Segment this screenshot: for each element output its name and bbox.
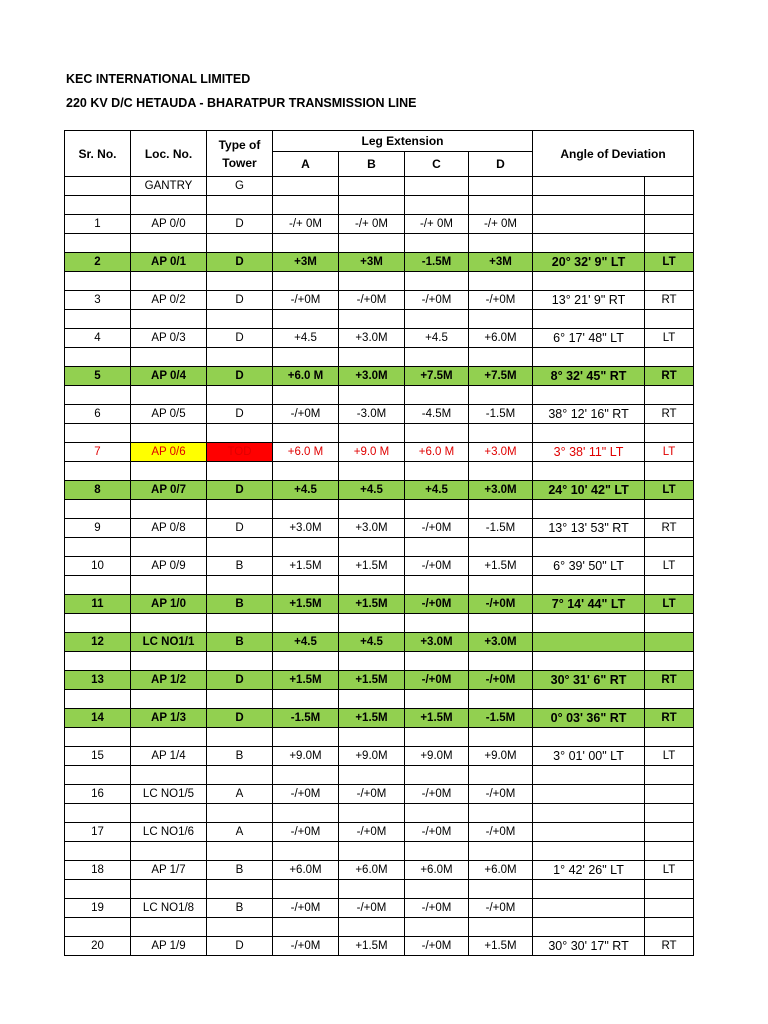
- table-row: [65, 936, 694, 955]
- table-row: [65, 214, 694, 233]
- cell-type: B: [207, 860, 273, 879]
- cell-dir: LT: [645, 746, 694, 765]
- cell-a: +1.5M: [273, 670, 339, 689]
- cell-type: B: [207, 594, 273, 613]
- spacer-row: [65, 917, 694, 936]
- cell-d: +6.0M: [469, 328, 533, 347]
- project-title: 220 KV D/C HETAUDA - BHARATPUR TRANSMISSION LINE: [66, 96, 417, 110]
- cell-c: -/+0M: [405, 290, 469, 309]
- company-title: KEC INTERNATIONAL LIMITED: [66, 72, 251, 86]
- cell-c: -4.5M: [405, 404, 469, 423]
- cell-type: D: [207, 708, 273, 727]
- table-row: [65, 404, 694, 423]
- cell-loc: AP 1/7: [131, 860, 207, 879]
- cell-c: -/+0M: [405, 556, 469, 575]
- cell-dir: RT: [645, 404, 694, 423]
- cell-a: -/+0M: [273, 898, 339, 917]
- spacer-row: [65, 879, 694, 898]
- cell-type: D: [207, 670, 273, 689]
- cell-dir: [645, 632, 694, 651]
- cell-d: +9.0M: [469, 746, 533, 765]
- cell-type: D: [207, 480, 273, 499]
- cell-type: D: [207, 404, 273, 423]
- cell-a: -1.5M: [273, 708, 339, 727]
- col-leg-b: B: [339, 152, 405, 177]
- cell-dir: LT: [645, 252, 694, 271]
- table-row: [65, 594, 694, 613]
- col-type-of-tower: Type of Tower: [207, 131, 273, 177]
- cell-sr: 15: [65, 746, 131, 765]
- cell-b: -3.0M: [339, 404, 405, 423]
- cell-sr: 5: [65, 366, 131, 385]
- cell-b: +1.5M: [339, 594, 405, 613]
- cell-a: -/+0M: [273, 822, 339, 841]
- cell-b: +3M: [339, 252, 405, 271]
- cell-a: -/+0M: [273, 290, 339, 309]
- cell-b: +3.0M: [339, 328, 405, 347]
- cell-sr: 2: [65, 252, 131, 271]
- cell-type: A: [207, 822, 273, 841]
- cell-sr: 1: [65, 214, 131, 233]
- gantry-row: [65, 177, 694, 196]
- cell-c: -1.5M: [405, 252, 469, 271]
- cell-angle: 6° 17' 48" LT: [533, 328, 645, 347]
- cell-sr: 19: [65, 898, 131, 917]
- cell-d: +1.5M: [469, 556, 533, 575]
- table-row: [65, 366, 694, 385]
- cell-a: +3M: [273, 252, 339, 271]
- cell-loc: AP 0/4: [131, 366, 207, 385]
- cell-sr: 14: [65, 708, 131, 727]
- cell-loc: AP 0/9: [131, 556, 207, 575]
- cell-d: -/+0M: [469, 670, 533, 689]
- cell-a: -/+0M: [273, 784, 339, 803]
- cell-c: -/+0M: [405, 898, 469, 917]
- cell-d: -/+0M: [469, 784, 533, 803]
- cell-sr: 7: [65, 442, 131, 461]
- cell-type: G: [207, 177, 273, 196]
- spacer-row: [65, 385, 694, 404]
- cell-c: +6.0 M: [405, 442, 469, 461]
- table-row: [65, 442, 694, 461]
- cell-sr: 12: [65, 632, 131, 651]
- cell-loc: AP 0/2: [131, 290, 207, 309]
- spacer-row: [65, 613, 694, 632]
- cell-c: -/+0M: [405, 518, 469, 537]
- cell-d: -1.5M: [469, 518, 533, 537]
- cell-angle: [533, 214, 645, 233]
- cell-dir: LT: [645, 594, 694, 613]
- leg-extension-table: [64, 130, 694, 956]
- cell-a: -/+ 0M: [273, 214, 339, 233]
- cell-sr: 3: [65, 290, 131, 309]
- cell-angle: 8° 32' 45" RT: [533, 366, 645, 385]
- cell-loc: AP 0/6: [131, 442, 207, 461]
- cell-dir: LT: [645, 480, 694, 499]
- cell-loc: AP 0/8: [131, 518, 207, 537]
- spacer-row: [65, 537, 694, 556]
- cell-dir: RT: [645, 670, 694, 689]
- cell-angle: 38° 12' 16" RT: [533, 404, 645, 423]
- cell-a: +6.0 M: [273, 366, 339, 385]
- cell-b: +9.0M: [339, 746, 405, 765]
- cell-loc: AP 1/3: [131, 708, 207, 727]
- cell-c: +1.5M: [405, 708, 469, 727]
- cell-sr: 17: [65, 822, 131, 841]
- col-loc-no: Loc. No.: [131, 131, 207, 177]
- cell-c: -/+ 0M: [405, 214, 469, 233]
- cell-angle: 13° 13' 53" RT: [533, 518, 645, 537]
- table-body: [65, 177, 694, 956]
- table-row: [65, 328, 694, 347]
- cell-sr: 6: [65, 404, 131, 423]
- spacer-row: [65, 347, 694, 366]
- cell-c: +3.0M: [405, 632, 469, 651]
- cell-angle: 3° 01' 00" LT: [533, 746, 645, 765]
- cell-b: -/+ 0M: [339, 214, 405, 233]
- col-leg-a: A: [273, 152, 339, 177]
- cell-a: +1.5M: [273, 556, 339, 575]
- cell-dir: RT: [645, 366, 694, 385]
- table-row: [65, 480, 694, 499]
- cell-c: +4.5: [405, 328, 469, 347]
- cell-c: +9.0M: [405, 746, 469, 765]
- table-row: [65, 252, 694, 271]
- table-row: [65, 556, 694, 575]
- cell-sr: 11: [65, 594, 131, 613]
- cell-a: -/+0M: [273, 936, 339, 955]
- table-row: [65, 670, 694, 689]
- cell-sr: 13: [65, 670, 131, 689]
- cell-angle: [533, 822, 645, 841]
- cell-b: -/+0M: [339, 290, 405, 309]
- cell-c: -/+0M: [405, 784, 469, 803]
- table-row: [65, 898, 694, 917]
- col-leg-extension: Leg Extension: [273, 131, 533, 152]
- cell-loc: LC NO1/6: [131, 822, 207, 841]
- table-row: [65, 822, 694, 841]
- col-leg-d: D: [469, 152, 533, 177]
- cell-loc: LC NO1/5: [131, 784, 207, 803]
- cell-loc: AP 1/9: [131, 936, 207, 955]
- cell-loc: AP 0/1: [131, 252, 207, 271]
- cell-c: -/+0M: [405, 822, 469, 841]
- cell-a: -/+0M: [273, 404, 339, 423]
- cell-d: -/+0M: [469, 290, 533, 309]
- cell-type: A: [207, 784, 273, 803]
- spacer-row: [65, 499, 694, 518]
- cell-d: +3M: [469, 252, 533, 271]
- cell-type: D: [207, 366, 273, 385]
- cell-sr: 8: [65, 480, 131, 499]
- cell-angle: 6° 39' 50" LT: [533, 556, 645, 575]
- cell-d: +7.5M: [469, 366, 533, 385]
- cell-d: +3.0M: [469, 442, 533, 461]
- cell-loc: LC NO1/1: [131, 632, 207, 651]
- cell-d: +6.0M: [469, 860, 533, 879]
- cell-loc: AP 1/0: [131, 594, 207, 613]
- cell-d: -/+0M: [469, 822, 533, 841]
- cell-angle: 13° 21' 9" RT: [533, 290, 645, 309]
- cell-sr: 4: [65, 328, 131, 347]
- cell-dir: LT: [645, 328, 694, 347]
- spacer-row: [65, 651, 694, 670]
- table-row: [65, 518, 694, 537]
- table-row: [65, 708, 694, 727]
- cell-type: B: [207, 632, 273, 651]
- spacer-row: [65, 271, 694, 290]
- table-row: [65, 290, 694, 309]
- cell-loc: AP 1/2: [131, 670, 207, 689]
- cell-b: +1.5M: [339, 556, 405, 575]
- spacer-row: [65, 765, 694, 784]
- cell-sr: [65, 177, 131, 196]
- cell-dir: LT: [645, 860, 694, 879]
- cell-loc: AP 0/3: [131, 328, 207, 347]
- cell-c: -/+0M: [405, 936, 469, 955]
- cell-loc: GANTRY: [131, 177, 207, 196]
- cell-angle: 7° 14' 44" LT: [533, 594, 645, 613]
- cell-a: +9.0M: [273, 746, 339, 765]
- cell-b: +3.0M: [339, 518, 405, 537]
- cell-angle: 30° 31' 6" RT: [533, 670, 645, 689]
- cell-type: B: [207, 898, 273, 917]
- cell-type: D: [207, 290, 273, 309]
- table-row: [65, 784, 694, 803]
- cell-type: D: [207, 214, 273, 233]
- spacer-row: [65, 689, 694, 708]
- spacer-row: [65, 423, 694, 442]
- cell-angle: [533, 898, 645, 917]
- table-row: [65, 632, 694, 651]
- col-sr-no: Sr. No.: [65, 131, 131, 177]
- cell-type: D: [207, 936, 273, 955]
- cell-angle: 1° 42' 26" LT: [533, 860, 645, 879]
- cell-dir: [645, 214, 694, 233]
- cell-angle: 3° 38' 11" LT: [533, 442, 645, 461]
- cell-type: D: [207, 518, 273, 537]
- spacer-row: [65, 841, 694, 860]
- cell-sr: 9: [65, 518, 131, 537]
- spacer-row: [65, 461, 694, 480]
- cell-angle: 24° 10' 42" LT: [533, 480, 645, 499]
- cell-loc: LC NO1/8: [131, 898, 207, 917]
- cell-b: -/+0M: [339, 784, 405, 803]
- cell-b: +4.5: [339, 632, 405, 651]
- cell-c: -/+0M: [405, 670, 469, 689]
- spacer-row: [65, 233, 694, 252]
- cell-b: +9.0 M: [339, 442, 405, 461]
- cell-angle: 20° 32' 9" LT: [533, 252, 645, 271]
- cell-d: -1.5M: [469, 404, 533, 423]
- cell-c: -/+0M: [405, 594, 469, 613]
- cell-c: +6.0M: [405, 860, 469, 879]
- cell-dir: RT: [645, 518, 694, 537]
- spacer-row: [65, 575, 694, 594]
- cell-a: +4.5: [273, 480, 339, 499]
- col-leg-c: C: [405, 152, 469, 177]
- cell-angle: 0° 03' 36" RT: [533, 708, 645, 727]
- spacer-row: [65, 803, 694, 822]
- spacer-row: [65, 195, 694, 214]
- cell-loc: AP 0/7: [131, 480, 207, 499]
- cell-sr: 20: [65, 936, 131, 955]
- cell-d: -/+ 0M: [469, 214, 533, 233]
- col-angle-of-deviation: Angle of Deviation: [533, 131, 694, 177]
- cell-a: +1.5M: [273, 594, 339, 613]
- cell-type: TOD: [207, 442, 273, 461]
- cell-sr: 10: [65, 556, 131, 575]
- cell-type: B: [207, 746, 273, 765]
- cell-b: +3.0M: [339, 366, 405, 385]
- cell-dir: RT: [645, 290, 694, 309]
- cell-a: +4.5: [273, 328, 339, 347]
- cell-b: +4.5: [339, 480, 405, 499]
- cell-sr: 16: [65, 784, 131, 803]
- cell-b: +1.5M: [339, 670, 405, 689]
- cell-sr: 18: [65, 860, 131, 879]
- cell-dir: RT: [645, 936, 694, 955]
- cell-b: +6.0M: [339, 860, 405, 879]
- cell-dir: LT: [645, 556, 694, 575]
- cell-d: +3.0M: [469, 480, 533, 499]
- cell-dir: [645, 784, 694, 803]
- cell-d: +1.5M: [469, 936, 533, 955]
- cell-b: +1.5M: [339, 708, 405, 727]
- cell-loc: AP 1/4: [131, 746, 207, 765]
- cell-b: -/+0M: [339, 898, 405, 917]
- cell-dir: RT: [645, 708, 694, 727]
- cell-a: +6.0 M: [273, 442, 339, 461]
- cell-d: +3.0M: [469, 632, 533, 651]
- cell-b: +1.5M: [339, 936, 405, 955]
- cell-c: +4.5: [405, 480, 469, 499]
- cell-c: +7.5M: [405, 366, 469, 385]
- table-row: [65, 746, 694, 765]
- cell-dir: [645, 898, 694, 917]
- cell-type: D: [207, 252, 273, 271]
- cell-b: -/+0M: [339, 822, 405, 841]
- cell-d: -/+0M: [469, 898, 533, 917]
- spacer-row: [65, 727, 694, 746]
- cell-loc: AP 0/5: [131, 404, 207, 423]
- cell-angle: [533, 784, 645, 803]
- cell-dir: LT: [645, 442, 694, 461]
- cell-angle: 30° 30' 17" RT: [533, 936, 645, 955]
- cell-dir: [645, 822, 694, 841]
- cell-a: +3.0M: [273, 518, 339, 537]
- cell-a: +4.5: [273, 632, 339, 651]
- cell-loc: AP 0/0: [131, 214, 207, 233]
- spacer-row: [65, 309, 694, 328]
- cell-type: D: [207, 328, 273, 347]
- cell-a: +6.0M: [273, 860, 339, 879]
- table-row: [65, 860, 694, 879]
- cell-d: -1.5M: [469, 708, 533, 727]
- cell-d: -/+0M: [469, 594, 533, 613]
- cell-type: B: [207, 556, 273, 575]
- cell-angle: [533, 632, 645, 651]
